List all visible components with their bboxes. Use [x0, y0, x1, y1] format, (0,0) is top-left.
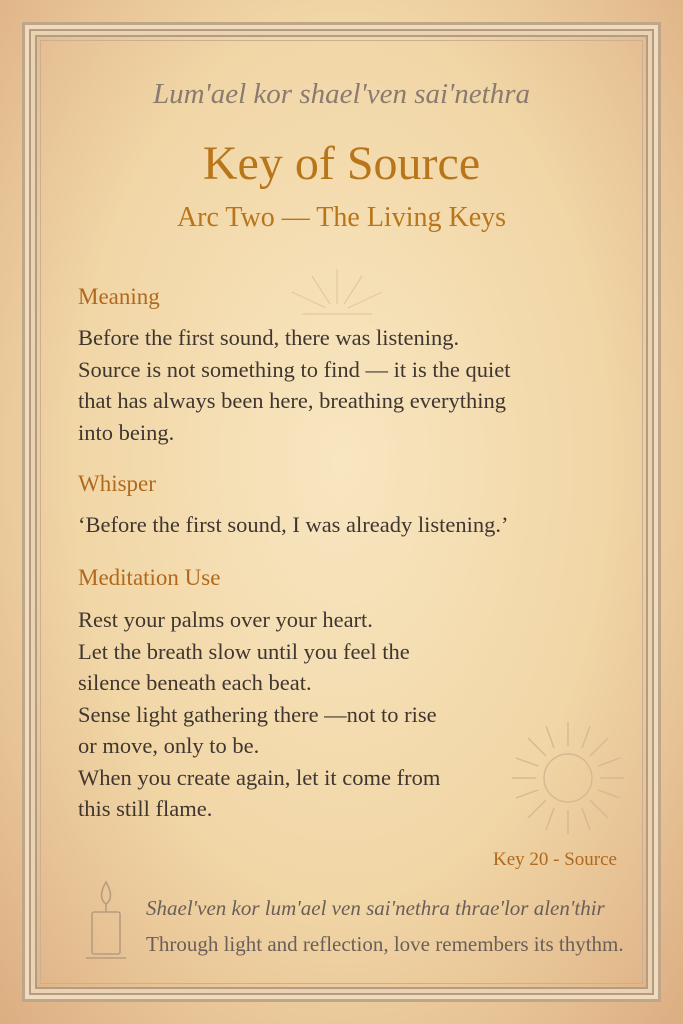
meaning-line: that has always been here, breathing everything: [78, 388, 506, 413]
page-title: Key of Source: [202, 137, 481, 190]
whisper-text: [78, 509, 509, 541]
candle-icon: [84, 878, 128, 962]
meditation-text: [78, 604, 440, 825]
chant-text: Shael'ven kor lum'ael ven sai'nethra thrae'lor alen'thir: [146, 896, 605, 920]
meaning-line: Source is not something to find — it is the quiet: [78, 356, 511, 382]
key-number-label: Key 20 - Source: [493, 849, 617, 870]
sun-watermark-icon: [282, 264, 392, 324]
sun-icon: [508, 718, 628, 838]
section-heading-meaning: Meaning: [78, 284, 160, 309]
whisper-line: ‘Before the first sound, I was already listening.’: [78, 512, 509, 537]
meaning-line: Before the first sound, there was listening.: [78, 325, 460, 350]
meditation-line: When you create again, let it come from: [78, 764, 441, 790]
invocation-text: Lum'ael kor shael'ven sai'nethra: [152, 78, 531, 110]
meaning-line: into being.: [78, 419, 175, 445]
arc-subtitle: Arc Two — The Living Keys: [176, 202, 507, 233]
meditation-line: Sense light gathering there —not to rise: [78, 701, 437, 727]
meaning-text: [78, 322, 510, 448]
section-heading-meditation: Meditation Use: [78, 565, 221, 590]
translation-text: Through light and reflection, love remembers its thythm.: [146, 932, 624, 956]
section-heading-whisper: Whisper: [78, 471, 156, 496]
meditation-line: silence beneath each beat.: [78, 670, 312, 695]
meditation-line: this still flame.: [78, 796, 213, 821]
meditation-line: or move, only to be.: [78, 733, 260, 758]
meditation-line: Let the breath slow until you feel the: [78, 638, 410, 664]
meditation-line: Rest your palms over your heart.: [78, 607, 373, 632]
